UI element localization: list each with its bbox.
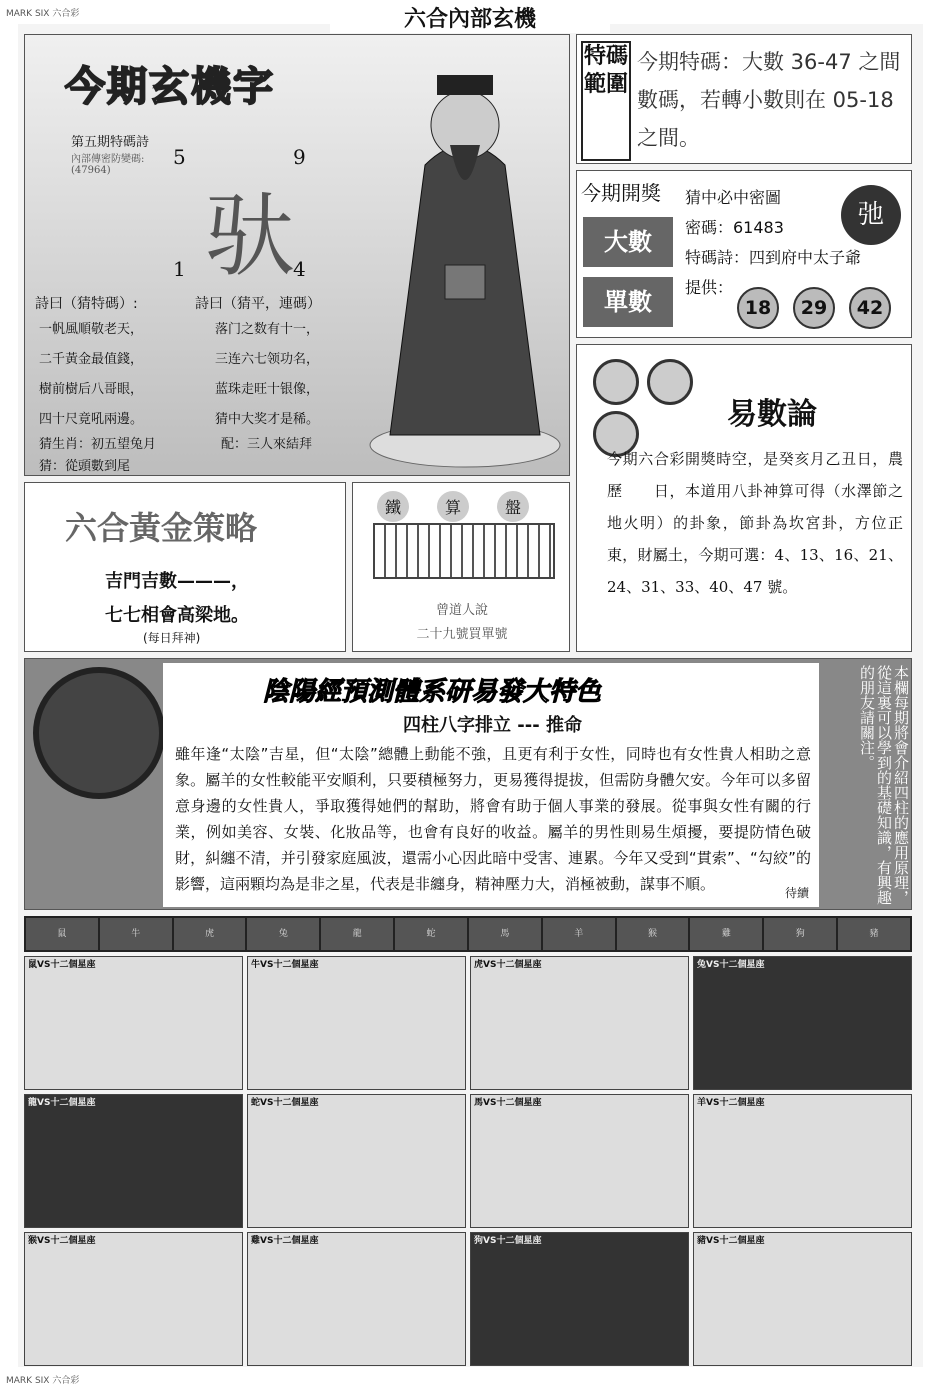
yishu-panel xyxy=(576,344,912,652)
cell-heading: 羊VS十二個星座 xyxy=(697,1098,765,1108)
poem-code: (47964) xyxy=(71,165,111,176)
strategy-line: 吉門吉數———， xyxy=(105,571,249,592)
golden-strategy-panel xyxy=(24,482,346,652)
hint-title: 猜中必中密圖 xyxy=(685,188,782,207)
coin-icon xyxy=(647,359,693,405)
number-ball: 18 xyxy=(737,287,779,329)
cell-heading: 猴VS十二個星座 xyxy=(28,1236,96,1246)
hint-poem: 特碼詩：四到府中太子爺 xyxy=(685,248,862,267)
zodiac-icon: 虎 xyxy=(174,918,246,950)
zodiac-icon: 羊 xyxy=(543,918,615,950)
zodiac-icon: 雞 xyxy=(690,918,762,950)
caption: 曾道人說 xyxy=(435,603,488,618)
strategy-note: (每日拜神) xyxy=(143,631,201,645)
caption: 二十九號買單號 xyxy=(416,627,508,642)
right-poem-heading: 詩曰（猜平，連碼） xyxy=(195,296,321,312)
cell-heading: 牛VS十二個星座 xyxy=(251,960,319,970)
cell-heading: 兔VS十二個星座 xyxy=(697,960,765,970)
cell-heading: 馬VS十二個星座 xyxy=(474,1098,542,1108)
guess-hint: 猜：從頭數到尾 xyxy=(39,459,131,474)
number-ball: 42 xyxy=(849,287,891,329)
poem-line: 落门之数有十一， xyxy=(215,322,320,337)
poem-header xyxy=(71,131,149,176)
riddle-title: 今期玄機字 xyxy=(65,64,275,110)
sage-figure-illustration xyxy=(365,45,565,475)
horoscope-cell xyxy=(247,1094,466,1228)
riddle-panel xyxy=(24,34,570,476)
pair-hint: 配：三人來結拜 xyxy=(221,437,313,452)
coin-icon xyxy=(593,359,639,405)
zodiac-horoscope-grid xyxy=(24,956,912,1366)
abacus-panel xyxy=(352,482,570,652)
bagua-icon xyxy=(33,667,165,799)
horoscope-cell xyxy=(247,1232,466,1366)
bazi-signature: 待續 xyxy=(784,886,809,900)
yishu-title: 易數論 xyxy=(727,397,817,432)
hint-provide: 提供： xyxy=(685,278,734,297)
horoscope-cell xyxy=(247,956,466,1090)
odd-number-badge: 單數 xyxy=(583,277,673,327)
right-border xyxy=(923,24,941,1367)
draw-panel xyxy=(576,170,912,338)
big-number-badge: 大數 xyxy=(583,217,673,267)
zodiac-icon: 兔 xyxy=(247,918,319,950)
poem-note: 內部傳密防變碼: xyxy=(71,154,145,165)
horoscope-cell xyxy=(24,1094,243,1228)
zodiac-icon: 鼠 xyxy=(26,918,98,950)
cell-heading: 豬VS十二個星座 xyxy=(697,1236,765,1246)
range-label: 特碼範圍 xyxy=(581,41,631,161)
horoscope-cell xyxy=(693,1094,912,1228)
corner-number: 1 xyxy=(173,257,186,281)
bead-label: 鐵 xyxy=(377,491,409,522)
hint-code: 密碼：61483 xyxy=(685,218,784,237)
horoscope-cell xyxy=(693,956,912,1090)
poem-line: 三连六七领功名， xyxy=(215,352,320,367)
bazi-panel xyxy=(24,658,912,910)
seal-icon: 弛 xyxy=(841,185,901,245)
cell-heading: 虎VS十二個星座 xyxy=(474,960,542,970)
range-text: 今期特碼：大數 36-47 之間數碼，若轉小數則在 05-18 之間。 xyxy=(637,50,901,150)
left-poem xyxy=(39,315,143,435)
riddle-character: 驮 xyxy=(205,184,295,289)
bazi-side-note: 本欄每期將會介紹四柱的應用原理，從這裏可以學到的基礎知識，有興趣的朋友請關注。 xyxy=(858,665,910,905)
poem-line: 二千黃金最值錢， xyxy=(39,352,144,367)
cell-heading: 龍VS十二個星座 xyxy=(28,1098,96,1108)
zodiac-icon: 豬 xyxy=(838,918,910,950)
cell-heading: 雞VS十二個星座 xyxy=(251,1236,319,1246)
poem-line: 蓝珠走旺十银像， xyxy=(215,382,320,397)
horoscope-cell xyxy=(24,1232,243,1366)
yishu-text: 今期六合彩開獎時空，是癸亥月乙丑日，農歷 日，本道用八卦神算可得（水澤節之地火明）的卦象，節卦為坎宮卦，方位正東，財屬土，今期可選：4、13、16、21、24、31、33、40、47 號。 xyxy=(607,450,903,596)
cell-heading: 蛇VS十二個星座 xyxy=(251,1098,319,1108)
zodiac-icon: 牛 xyxy=(100,918,172,950)
bead-label: 算 xyxy=(437,491,469,522)
zodiac-icon: 馬 xyxy=(469,918,541,950)
horoscope-cell xyxy=(470,1232,689,1366)
bazi-body: 雖年逢“太陰”吉星，但“太陰”總體上動能不強，且更有利于女性，同時也有女性貴人相助之意象。屬羊的女性較能平安順利，只要積極努力，更易獲得提拔，但需防身體欠安。今年可以多留意身邊的女性貴人，爭取獲得她們的幫助，將會有助于個人事業的發展。從事與女性有關的行業，例如美容、女裝、化妝品等，也會有良好的收益。屬羊的男性則易生煩擾，要提防情色破財，糾纏不清，并引發家庭風波，還需小心因此暗中受害、連累。今年又受到“貫索”、“勾絞”的影響，這兩顆均為是非之星，代表是非纏身，精神壓力大，消極被動，謀事不順。 xyxy=(175,745,811,893)
draw-label: 今期開獎 xyxy=(581,181,661,205)
horoscope-cell xyxy=(470,956,689,1090)
poem-line: 樹前樹后八哥眼， xyxy=(39,382,144,397)
poem-label: 第五期特碼詩 xyxy=(71,135,150,150)
horoscope-cell xyxy=(693,1232,912,1366)
cell-heading: 狗VS十二個星座 xyxy=(474,1236,542,1246)
watermark: MARK SIX 六合彩 xyxy=(6,8,80,19)
bead-label: 盤 xyxy=(497,491,529,522)
zodiac-hint: 猜生肖：初五望兔月 xyxy=(39,437,157,452)
zodiac-strip xyxy=(24,916,912,952)
bead-labels xyxy=(377,491,529,522)
strategy-line: 七七相會高梁地。 xyxy=(105,605,249,626)
zodiac-icon: 猴 xyxy=(617,918,689,950)
secret-hint xyxy=(685,183,861,303)
bazi-main xyxy=(163,663,819,907)
horoscope-cell xyxy=(470,1094,689,1228)
page-title: 六合內部玄機 xyxy=(330,2,610,33)
zodiac-icon: 狗 xyxy=(764,918,836,950)
left-border xyxy=(0,24,18,1367)
corner-number: 5 xyxy=(173,145,186,169)
corner-number: 4 xyxy=(293,257,306,281)
bazi-banner: 陰陽經預測體系研易發大特色 xyxy=(263,677,602,707)
corner-number: 9 xyxy=(293,145,306,169)
bottom-border xyxy=(0,1367,941,1391)
right-poem xyxy=(215,315,319,435)
poem-line: 四十尺竟吼兩邊。 xyxy=(39,412,144,427)
zodiac-icon: 龍 xyxy=(321,918,393,950)
poem-line: 猜中大奖才是稀。 xyxy=(215,412,320,427)
abacus-illustration xyxy=(373,523,555,579)
poem-line: 一帆風順敬老天， xyxy=(39,322,144,337)
horoscope-cell xyxy=(24,956,243,1090)
number-ball: 29 xyxy=(793,287,835,329)
zodiac-icon: 蛇 xyxy=(395,918,467,950)
bazi-subtitle: 四柱八字排立 --- 推命 xyxy=(403,715,582,736)
cell-heading: 鼠VS十二個星座 xyxy=(28,960,96,970)
special-range-panel xyxy=(576,34,912,164)
strategy-title: 六合黃金策略 xyxy=(65,509,258,547)
left-poem-heading: 詩曰（猜特碼）: xyxy=(35,296,138,312)
watermark: MARK SIX 六合彩 xyxy=(6,1375,80,1386)
